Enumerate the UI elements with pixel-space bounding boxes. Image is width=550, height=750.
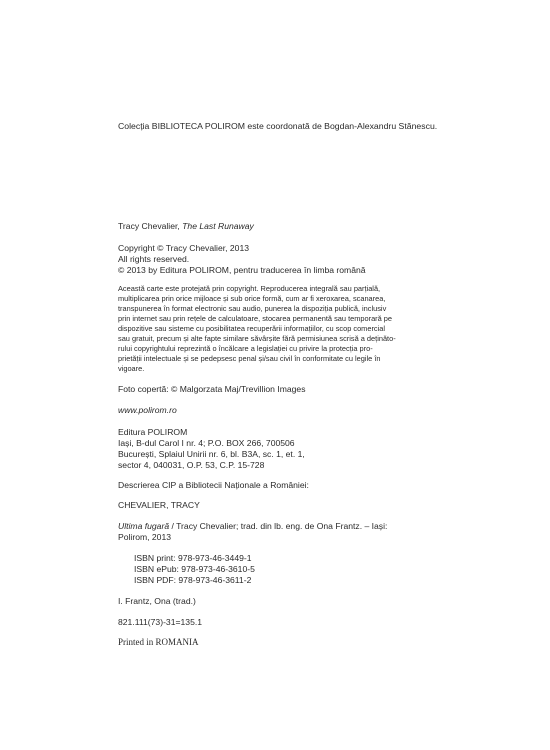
legal-line: multiplicarea prin orice mijloace și sub orice formă, cum ar fi xeroxarea, scanarea, [118,294,386,303]
rights-reserved-line: All rights reserved. [118,254,190,264]
isbn-print: ISBN print: 978-973-46-3449-1 [134,553,252,563]
legal-line: prin internet sau prin rețele de calculatoare, stocarea permanentă sau temporară pe [118,314,393,323]
publisher-address-sector: sector 4, 040031, O.P. 53, C.P. 15-728 [118,460,265,470]
publisher-address-bucuresti: București, Splaiul Unirii nr. 6, bl. B3A, sc. 1, et. 1, [118,449,305,459]
cover-photo-credit: Foto copertă: © Malgorzata Maj/Trevillion Images [118,384,306,394]
cip-translator: I. Frantz, Ona (trad.) [118,596,196,606]
cip-title-line [118,521,387,532]
cip-publisher-line: Polirom, 2013 [118,532,172,542]
cip-classification: 821.111(73)-31=135.1 [118,617,203,627]
legal-line: rului copyrightului reprezintă o încălcare a legislației cu privire la protecția pro- [118,344,373,353]
publisher-address-iasi: Iași, B-dul Carol I nr. 4; P.O. BOX 266, 700506 [118,438,295,448]
translation-copyright-line: © 2013 by Editura POLIROM, pentru traducerea în limba română [118,265,366,275]
isbn-pdf: ISBN PDF: 978-973-46-3611-2 [134,575,252,585]
original-title-line [118,221,254,232]
publisher-name: Editura POLIROM [118,427,188,437]
legal-line: sau gratuit, precum și alte fapte similare săvârșite fără permisiunea scrisă a deținăto- [118,334,396,343]
printed-in: Printed in ROMANIA [118,637,199,647]
series-coordinator-note: Colecția BIBLIOTECA POLIROM este coordonată de Bogdan-Alexandru Stănescu. [118,121,438,131]
original-title: The Last Runaway [182,221,254,231]
legal-line: vigoare. [118,364,145,373]
isbn-epub: ISBN ePub: 978-973-46-3610-5 [134,564,255,574]
cip-heading: Descrierea CIP a Bibliotecii Naționale a României: [118,480,309,490]
cip-title-rest: / Tracy Chevalier; trad. din lb. eng. de Ona Frantz. – Iași: [169,521,388,531]
legal-line: transpunerea în format electronic sau audio, punerea la dispoziția publică, inclusiv [118,304,387,313]
cip-author: CHEVALIER, TRACY [118,500,200,510]
legal-line: Această carte este protejată prin copyright. Reproducerea integrală sau parțială, [118,284,381,293]
legal-line: dispozitive sau sisteme cu posibilitatea recuperării informațiilor, cu scop comercial [118,324,385,333]
publisher-website: www.polirom.ro [118,405,177,415]
original-author: Tracy Chevalier, [118,221,180,231]
cip-title: Ultima fugară [118,521,170,531]
legal-line: prietății intelectuale și se pedepsesc penal și/sau civil în conformitate cu legile în [118,354,381,363]
copyright-line: Copyright © Tracy Chevalier, 2013 [118,243,250,253]
